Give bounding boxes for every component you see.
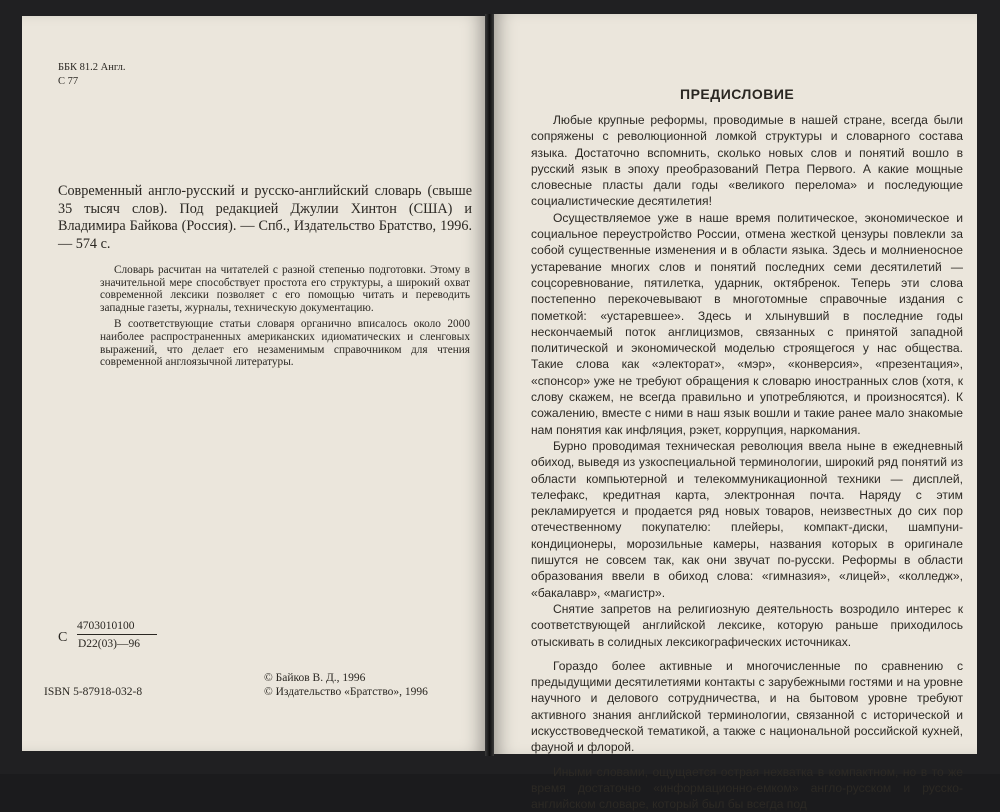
preface-paragraph: Бурно проводимая техническая революция ввела ныне в ежедневный обиход, выведя из узкоспециальной терминологии, широкий ряд понятий из области компьютерной и телекоммуникационной техники — дисплей, телефакс, кредитная карта, электронная почта. Наряду с этим рекламируется и продается ряд новых товаров, неизвестных до сих пор отечественному покупателю: плейеры, компакт-диски, шампуни-кондиционеры, морозильные камеры, названия которых в оригинале пишутся не совсем так, как они звучат по-русски. Реформы в области образования ввели в обиход слова: «гимназия», «лицей», «колледж», «бакалавр», «магистр».: [531, 438, 963, 600]
bbk-code: ББК 81.2 Англ.: [58, 62, 126, 73]
copyright-author: © Байков В. Д., 1996: [264, 672, 366, 684]
catalog-letter: С: [58, 630, 68, 645]
preface-paragraph: Гораздо более активные и многочисленные по сравнению с предыдущими десятилетиями контакты с зарубежными гостями и на уровне научного и делового сотрудничества, и на бытовом уровне требуют активного знания английской терминологии, связанной с исторической и искусствоведческой тематикой, а также с национальной российской кухней, фауной и флорой.: [531, 658, 963, 755]
preface-text: [531, 112, 963, 812]
left-page: [22, 16, 485, 751]
annotation-paragraph: Словарь расчитан на читателей с разной степенью подготовки. Этому в значительной мере способствует простота его структуры, а широкий охват современной лексики позволяет с его помощью читать и переводить западные газеты, журналы, техническую документацию.: [100, 264, 470, 314]
page-title: ПРЕДИСЛОВИЕ: [680, 86, 795, 102]
right-page: [494, 14, 977, 812]
bibliographic-record: [58, 183, 472, 253]
bibliographic-text: Современный англо-русский и русско-английский словарь (свыше 35 тысяч слов). Под редакцией Джулии Хинтон (США) и Владимира Байкова (Россия). — Спб., Издательство Братство, 1996. — 574 с.: [58, 183, 472, 252]
preface-paragraph: Иными словами, ощущается острая нехватка в компактном, но в то же время достаточно «информационно-емком» англо-русском и русско-английском словаре, который был бы всегда под: [531, 764, 963, 812]
preface-paragraph: Любые крупные реформы, проводимые в нашей стране, всегда были сопряжены с революционной ломкой структуры и словарного состава языка. Достаточно вспомнить, сколько новых слов и понятий вошло в русский язык в эпоху преобразований Петра Первого. А какие мощные словесные пласты дали годы «великого перелома» и последующие социалистические десятилетия!: [531, 113, 963, 209]
catalog-divider: [77, 634, 157, 635]
book-gutter: [485, 14, 494, 756]
copyright-publisher: © Издательство «Братство», 1996: [264, 686, 428, 698]
annotation-paragraph: В соответствующие статьи словаря органично вписалось около 2000 наиболее распространенных американских идиоматических и сленговых выражений, что делает его незаменимым справочником для чтения современной англоязычной литературы.: [100, 318, 470, 369]
catalog-number: 4703010100: [77, 620, 135, 632]
catalog-subcode: D22(03)—96: [78, 638, 140, 650]
preface-paragraph: Снятие запретов на религиозную деятельность возродило интерес к соответствующей английской лексике, которую раньше приходилось отыскивать в солидных лексикографических источниках.: [531, 601, 963, 649]
annotation: [100, 264, 470, 369]
isbn: ISBN 5-87918-032-8: [44, 686, 143, 698]
preface-paragraph: Осуществляемое уже в наше время политическое, экономическое и социальное переустройство России, отмена жесткой цензуры повлекли за собой существенные изменения и в области языка. Здесь и молниеносное устаревание многих слов и понятий последних семи десятилетий — соцсоревнование, пятилетка, ударник, октябренок. Теперь эти слова постепенно перекочевывают в многотомные справочные издания с пометкой: «устаревшее». Здесь и хлынувший в последние годы нескончаемый поток англицизмов, связанных с принятой западной политической и экономической моделью строящегося у нас общества. Такие слова как «электорат», «мэр», «конверсия», «презентация», «спонсор» уже не требуют обращения к словарю иностранных слов (хотя, к слову скажем, не всегда правильно и употребляются, и произносятся). К сожалению, вместе с ними в наш язык вошли и такие ранее мало знакомые нам понятия как инфляция, рэкет, коррупция, наркомания.: [531, 210, 963, 437]
classification-code: С 77: [58, 76, 79, 87]
